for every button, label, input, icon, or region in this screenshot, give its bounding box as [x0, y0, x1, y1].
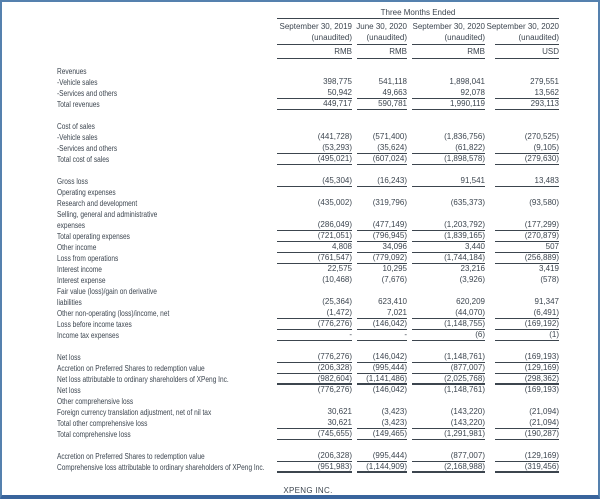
spacer-row — [57, 165, 598, 176]
row-value: (745,655) — [277, 429, 352, 440]
currency-header: USD — [495, 46, 559, 59]
row-value: (177,299) — [495, 220, 559, 231]
row-value: (1,898,578) — [412, 154, 485, 165]
row-value: 23,216 — [460, 264, 485, 273]
row-value: (1,744,184) — [412, 253, 485, 264]
row-value: (256,889) — [495, 253, 559, 264]
row-value: (2,168,988) — [412, 462, 485, 473]
row-label: Net loss — [57, 353, 81, 362]
row-label: Loss before income taxes — [57, 320, 132, 329]
table-row — [57, 209, 598, 231]
row-label: Accretion on Preferred Shares to redemption value — [57, 364, 205, 373]
row-label: Foreign currency translation adjustment, net of nil tax — [57, 408, 212, 417]
row-value: (477,149) — [357, 220, 407, 231]
table-row — [57, 275, 598, 286]
row-value: (495,021) — [277, 154, 352, 165]
row-label: Comprehensive loss attributable to ordinary shareholders of XPeng Inc. — [57, 463, 265, 472]
table-row — [57, 88, 598, 99]
row-value: (129,169) — [495, 451, 559, 462]
row-value: 590,781 — [357, 99, 407, 110]
row-value: (2,025,768) — [412, 374, 485, 385]
row-value: (1,836,756) — [444, 132, 485, 141]
row-value: 30,621 — [327, 407, 352, 416]
row-value: 50,942 — [277, 88, 352, 99]
column-date: June 30, 2020 — [356, 22, 407, 31]
column-note: (unaudited) — [366, 33, 407, 42]
table-row — [57, 143, 598, 154]
table-row — [57, 451, 598, 462]
table-row — [57, 99, 598, 110]
table-body — [57, 66, 598, 473]
row-value: (270,525) — [524, 132, 559, 141]
row-label: Loss from operations — [57, 254, 119, 263]
row-value: (1,148,755) — [412, 319, 485, 330]
column-note: (unaudited) — [518, 33, 559, 42]
row-value: 279,551 — [530, 77, 559, 86]
row-value: (25,364) — [322, 297, 352, 306]
label-column-spacer — [57, 46, 277, 59]
row-value: (3,423) — [381, 407, 407, 416]
row-value: (35,624) — [357, 143, 407, 154]
column-header-sep2020-rmb — [412, 21, 485, 45]
table-row — [57, 231, 598, 242]
row-value: (6,491) — [495, 308, 559, 319]
row-value: (16,243) — [357, 176, 407, 187]
row-value: 507 — [495, 242, 559, 253]
row-label: Net loss — [57, 386, 81, 395]
table-row — [57, 429, 598, 440]
row-label: Other comprehensive loss — [57, 397, 134, 406]
row-value: 1,898,041 — [449, 77, 485, 86]
company-name: XPENG INC. — [283, 486, 333, 495]
row-value: 398,775 — [323, 77, 352, 86]
row-value: (206,328) — [277, 451, 352, 462]
row-value: - — [277, 330, 352, 341]
row-value: 7,021 — [357, 308, 407, 319]
currency-header: RMB — [277, 46, 352, 59]
row-label: Total comprehensive loss — [57, 430, 131, 439]
row-value: (776,276) — [277, 352, 352, 363]
row-value: 3,440 — [412, 242, 485, 253]
row-label: Interest income — [57, 265, 102, 274]
row-value: (776,276) — [277, 319, 352, 330]
section-row — [57, 187, 598, 198]
row-value: (206,328) — [277, 363, 352, 374]
label-column-spacer — [57, 21, 277, 45]
row-value: (1,839,165) — [412, 231, 485, 242]
row-value: 293,113 — [495, 99, 559, 110]
row-value: (44,070) — [412, 308, 485, 319]
column-currency-headers — [57, 46, 598, 59]
row-value: (1,144,909) — [357, 462, 407, 473]
table-row — [57, 253, 598, 264]
row-value: 30,621 — [277, 418, 352, 429]
row-value: (45,304) — [277, 176, 352, 187]
column-note: (unaudited) — [444, 33, 485, 42]
row-value: (1,472) — [277, 308, 352, 319]
row-value: (143,220) — [450, 407, 485, 416]
row-value: (779,092) — [357, 253, 407, 264]
row-value: 91,541 — [412, 176, 485, 187]
row-value: (6) — [412, 330, 485, 341]
row-value: (635,373) — [450, 198, 485, 207]
row-value: (3,423) — [357, 418, 407, 429]
table-row — [57, 462, 598, 473]
row-label: Total operating expenses — [57, 232, 130, 241]
spacer-row — [57, 341, 598, 352]
row-value: (982,604) — [277, 374, 352, 385]
row-label: Selling, general and administrative expenses — [57, 210, 158, 230]
row-value: (578) — [540, 275, 559, 284]
table-row — [57, 374, 598, 385]
row-value: (169,192) — [495, 319, 559, 330]
row-value: (190,287) — [495, 429, 559, 440]
row-label: Total cost of sales — [57, 155, 110, 164]
table-row — [57, 198, 598, 209]
row-label: -Vehicle sales — [57, 78, 98, 87]
section-row — [57, 396, 598, 407]
currency-header: RMB — [412, 46, 485, 59]
row-label: Fair value (loss)/gain on derivative liabilities — [57, 287, 157, 307]
row-value: (721,051) — [277, 231, 352, 242]
row-label: Accretion on Preferred Shares to redemption value — [57, 452, 205, 461]
table-row — [57, 132, 598, 143]
row-label: Total other comprehensive loss — [57, 419, 148, 428]
row-value: (9,105) — [495, 143, 559, 154]
row-value: (951,983) — [277, 462, 352, 473]
table-row — [57, 330, 598, 341]
row-value: 10,295 — [382, 264, 407, 273]
row-value: (1) — [495, 330, 559, 341]
row-label: Net loss attributable to ordinary shareholders of XPeng Inc. — [57, 375, 229, 384]
row-value: (319,796) — [372, 198, 407, 207]
column-header-sep2019 — [277, 21, 352, 45]
column-date: September 30, 2020 — [412, 22, 485, 31]
row-value: (1,291,981) — [412, 429, 485, 440]
currency-header: RMB — [357, 46, 407, 59]
row-value: (776,276) — [317, 385, 352, 394]
row-value: 620,209 — [456, 297, 485, 306]
row-value: (143,220) — [412, 418, 485, 429]
row-value: 541,118 — [378, 77, 407, 86]
row-label: Income tax expenses — [57, 331, 119, 340]
row-value: 13,483 — [495, 176, 559, 187]
row-value: (146,042) — [357, 352, 407, 363]
row-value: (169,193) — [495, 352, 559, 363]
row-value: (1,203,792) — [412, 220, 485, 231]
row-value: 22,575 — [327, 264, 352, 273]
row-label: -Vehicle sales — [57, 133, 98, 142]
section-row — [57, 121, 598, 132]
row-value: (169,193) — [524, 385, 559, 394]
row-label: Cost of sales — [57, 122, 95, 131]
row-value: (1,148,761) — [444, 385, 485, 394]
row-value: (319,456) — [495, 462, 559, 473]
table-row — [57, 264, 598, 275]
row-label: -Services and others — [57, 144, 118, 153]
row-label: Other income — [57, 243, 97, 252]
row-value: (270,879) — [495, 231, 559, 242]
row-value: (21,094) — [529, 407, 559, 416]
row-value: (279,630) — [495, 154, 559, 165]
table-row — [57, 385, 598, 396]
table-row — [57, 363, 598, 374]
row-value: 449,717 — [277, 99, 352, 110]
row-label: Interest expense — [57, 276, 106, 285]
row-value: (3,926) — [459, 275, 485, 284]
row-value: (93,580) — [529, 198, 559, 207]
table-row — [57, 286, 598, 308]
column-header-sep2020-usd — [486, 21, 559, 45]
row-value: 13,562 — [495, 88, 559, 99]
row-value: (571,400) — [372, 132, 407, 141]
row-value: 92,078 — [412, 88, 485, 99]
period-span-title: Three Months Ended — [277, 7, 559, 19]
row-value: (441,728) — [317, 132, 352, 141]
row-label: Revenues — [57, 67, 87, 76]
row-value: (7,676) — [381, 275, 407, 284]
column-header-jun2020 — [357, 21, 407, 45]
row-value: (995,444) — [357, 363, 407, 374]
row-value: (53,293) — [277, 143, 352, 154]
table-row — [57, 154, 598, 165]
row-value: (146,042) — [372, 385, 407, 394]
row-label: Operating expenses — [57, 188, 116, 197]
row-value: - — [357, 330, 407, 341]
row-value: (61,822) — [412, 143, 485, 154]
table-row — [57, 176, 598, 187]
table-row — [57, 418, 598, 429]
row-value: 34,096 — [357, 242, 407, 253]
row-value: 49,663 — [357, 88, 407, 99]
table-row — [57, 319, 598, 330]
row-value: (607,024) — [357, 154, 407, 165]
table-row — [57, 77, 598, 88]
column-note: (unaudited) — [311, 33, 352, 42]
column-date-headers — [57, 21, 598, 45]
row-label: Gross loss — [57, 177, 88, 186]
row-label: Total revenues — [57, 100, 100, 109]
row-value: (995,444) — [357, 451, 407, 462]
row-value: (129,169) — [495, 363, 559, 374]
row-value: (796,945) — [357, 231, 407, 242]
row-value: (877,007) — [412, 451, 485, 462]
row-value: (298,362) — [495, 374, 559, 385]
row-value: 1,990,119 — [412, 99, 485, 110]
row-label: Research and development — [57, 199, 138, 208]
row-value: (1,148,761) — [412, 352, 485, 363]
spacer-row — [57, 440, 598, 451]
row-value: (21,094) — [495, 418, 559, 429]
row-value: (149,465) — [357, 429, 407, 440]
column-date: September 30, 2019 — [279, 22, 352, 31]
row-label: -Services and others — [57, 89, 118, 98]
row-value: (146,042) — [357, 319, 407, 330]
row-value: 91,347 — [534, 297, 559, 306]
section-row — [57, 66, 598, 77]
table-row — [57, 308, 598, 319]
row-value: 3,419 — [538, 264, 559, 273]
row-label: Other non-operating (loss)/income, net — [57, 309, 170, 318]
row-value: (435,002) — [317, 198, 352, 207]
row-value: (10,468) — [322, 275, 352, 284]
column-date: September 30, 2020 — [486, 22, 559, 31]
row-value: (286,049) — [277, 220, 352, 231]
table-row — [57, 242, 598, 253]
table-row — [57, 352, 598, 363]
row-value: (761,547) — [277, 253, 352, 264]
row-value: 623,410 — [378, 297, 407, 306]
row-value: (1,141,486) — [357, 374, 407, 385]
spacer-row — [57, 110, 598, 121]
row-value: 4,808 — [277, 242, 352, 253]
table-row — [57, 407, 598, 418]
row-value: (877,007) — [412, 363, 485, 374]
